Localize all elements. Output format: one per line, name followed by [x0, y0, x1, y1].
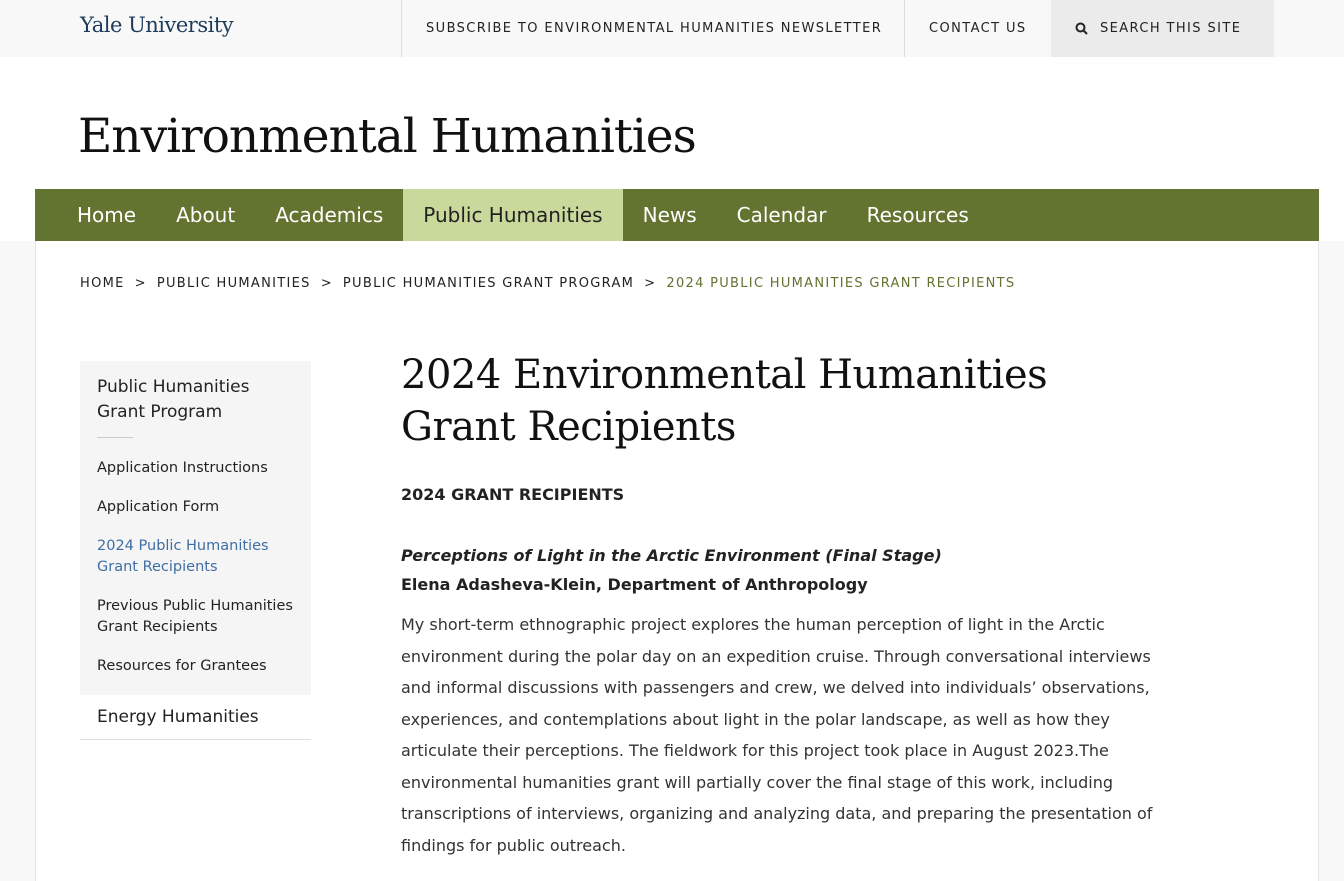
sidebar-item-application-form[interactable]: Application Form	[97, 499, 220, 515]
main-nav	[35, 189, 1319, 241]
sidebar-heading[interactable]: Public Humanities Grant Program	[97, 377, 250, 422]
sidebar-item-2024-recipients[interactable]: 2024 Public Humanities Grant Recipients	[97, 538, 269, 575]
search-icon	[1075, 22, 1088, 35]
divider	[97, 437, 133, 438]
sidebar-item-resources[interactable]: Resources for Grantees	[97, 658, 267, 674]
main-content	[35, 241, 1319, 881]
subscribe-link[interactable]: SUBSCRIBE TO ENVIRONMENTAL HUMANITIES NEWSLETTER	[401, 0, 906, 57]
nav-public-humanities[interactable]: Public Humanities	[403, 189, 622, 241]
contact-link[interactable]: CONTACT US	[904, 0, 1051, 57]
breadcrumb-public-humanities[interactable]: PUBLIC HUMANITIES	[156, 276, 311, 291]
project-description: My short-term ethnographic project explores the human perception of light in the Arctic environment during the polar day on an expedition cruise. Through conversational interviews and informal discussions with passengers and crew, we delved into individuals’ observations, experiences, and contemplations about light in the polar landscape, as well as how they articulate their perceptions. The fieldwork for this project took place in August 2023.The environmental humanities grant will partially cover the final stage of this work, including transcriptions of interviews, organizing and analyzing data, and preparing the presentation of findings for public outreach.	[401, 615, 1153, 855]
sidebar	[80, 361, 311, 740]
nav-home[interactable]: Home	[77, 203, 137, 227]
article	[401, 349, 1171, 861]
nav-academics[interactable]: Academics	[275, 203, 384, 227]
nav-calendar[interactable]: Calendar	[736, 203, 827, 227]
breadcrumb-grant-program[interactable]: PUBLIC HUMANITIES GRANT PROGRAM	[342, 276, 635, 291]
project-author: Elena Adasheva-Klein, Department of Anthropology	[401, 575, 868, 594]
project-title: Perceptions of Light in the Arctic Environment (Final Stage)	[401, 546, 942, 565]
section-heading: 2024 GRANT RECIPIENTS	[401, 485, 625, 504]
page-title: 2024 Environmental Humanities Grant Recipients	[401, 352, 1048, 450]
nav-resources[interactable]: Resources	[866, 203, 969, 227]
top-bar	[0, 0, 1344, 57]
breadcrumb-current: 2024 PUBLIC HUMANITIES GRANT RECIPIENTS	[666, 276, 1016, 291]
sidebar-item-application-instructions[interactable]: Application Instructions	[97, 460, 268, 476]
search-label: SEARCH THIS SITE	[1100, 21, 1242, 36]
site-title[interactable]: Environmental Humanities	[78, 109, 696, 164]
yale-logo[interactable]: Yale University	[80, 13, 234, 37]
sidebar-item-previous-recipients[interactable]: Previous Public Humanities Grant Recipients	[97, 598, 293, 635]
nav-about[interactable]: About	[176, 203, 236, 227]
breadcrumb: HOME > PUBLIC HUMANITIES > PUBLIC HUMANITIES GRANT PROGRAM > 2024 PUBLIC HUMANITIES GRANT RECIPIENTS	[80, 276, 1016, 291]
breadcrumb-home[interactable]: HOME	[80, 276, 125, 291]
search-button[interactable]	[1051, 0, 1274, 57]
sidebar-item-energy-humanities[interactable]: Energy Humanities	[80, 695, 311, 740]
nav-news[interactable]: News	[642, 203, 697, 227]
